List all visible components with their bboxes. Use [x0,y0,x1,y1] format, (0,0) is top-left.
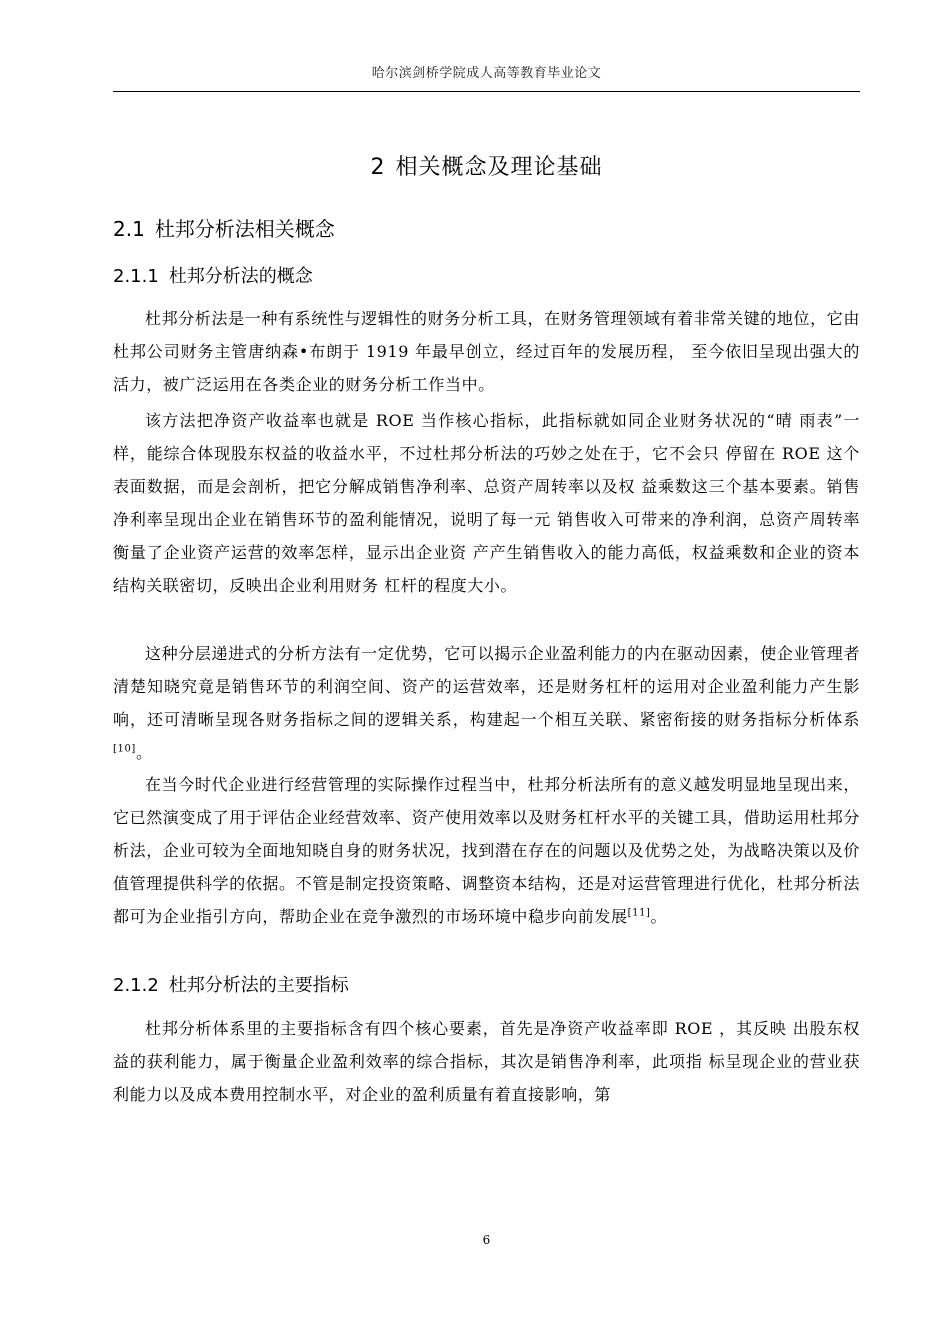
subsection-number: 2.1.1 [113,266,159,287]
paragraph-4 [113,768,860,933]
section-title-2-1 [113,213,335,242]
paragraph-4-end: 。 [650,907,668,926]
subsection-title-text: 杜邦分析法的主要指标 [168,975,349,996]
paragraph-1: 杜邦分析法是一种有系统性与逻辑性的财务分析工具，在财务管理领域有着非常关键的地位，它由杜邦公司财务主管唐纳森•布朗于 1919 年最早创立，经过百年的发展历程， 至今依旧呈现出强大的活力，被广泛运用在各类企业的财务分析工作当中。 [113,309,860,394]
paragraph-2: 该方法把净资产收益率也就是 ROE 当作核心指标，此指标就如同企业财务状况的“晴 雨表”一样，能综合体现股东权益的收益水平，不过杜邦分析法的巧妙之处在于，它不会只 停留在 ROE 这个表面数据，而是会剖析，把它分解成销售净利率、总资产周转率以及权 益乘数这三个基本要素。销售净利率呈现出企业在销售环节的盈利能情况，说明了每一元 销售收入可带来的净利润，总资产周转率衡量了企业资产运营的效率怎样，显示出企业资 产产生销售收入的能力高低，权益乘数和企业的资本结构关联密切，反映出企业利用财务 杠杆的程度大小。 [113,411,860,595]
subsection-title-2-1-1 [113,262,313,288]
chapter-title [113,150,860,181]
citation-10: [10] [113,743,136,755]
subsection-number: 2.1.2 [113,975,159,996]
section-number: 2.1 [113,217,145,241]
chapter-title-text: 相关概念及理论基础 [395,155,603,180]
section-title-text: 杜邦分析法相关概念 [154,217,335,241]
paragraph-3-end: 。 [135,743,153,762]
citation-11: [11] [627,907,651,919]
paragraph-5: 杜邦分析体系里的主要指标含有四个核心要素，首先是净资产收益率即 ROE ，其反映 出股东权益的获利能力，属于衡量企业盈利效率的综合指标，其次是销售净利率，此项指 标呈现企业的营业获利能力以及成本费用控制水平，对企业的盈利质量有着直接影响，第 [113,1019,860,1104]
page-number: 6 [482,1233,491,1247]
subsection-title-text: 杜邦分析法的概念 [168,266,313,287]
paragraph-4-text: 在当今时代企业进行经营管理的实际操作过程当中，杜邦分析法所有的意义越发明显地呈现出来，它已然演变成了用于评估企业经营效率、资产使用效率以及财务杠杆水平的关键工具，借助运用杜邦分析法，企业可较为全面地知晓自身的财务状况，找到潜在存在的问题以及优势之处，为战略决策以及价值管理提供科学的依据。不管是制定投资策略、调整资本结构，还是对运营管理进行优化，杜邦分析法都可为企业指引方向，帮助企业在竞争激烈的市场环境中稳步向前发展 [113,775,861,926]
running-header: 哈尔滨剑桥学院成人高等教育毕业论文 [371,66,602,81]
paragraph-3 [113,637,860,769]
chapter-number: 2 [370,155,386,180]
header-rule [113,91,860,92]
paragraph-3-text: 这种分层递进式的分析方法有一定优势，它可以揭示企业盈利能力的内在驱动因素，使企业管理者清楚知晓究竟是销售环节的利润空间、资产的运营效率，还是财务杠杆的运用对企业盈利能力产生影响，还可清晰呈现各财务指标之间的逻辑关系，构建起一个相互关联、紧密衔接的财务指标分析体系 [113,644,860,729]
subsection-title-2-1-2 [113,971,349,997]
